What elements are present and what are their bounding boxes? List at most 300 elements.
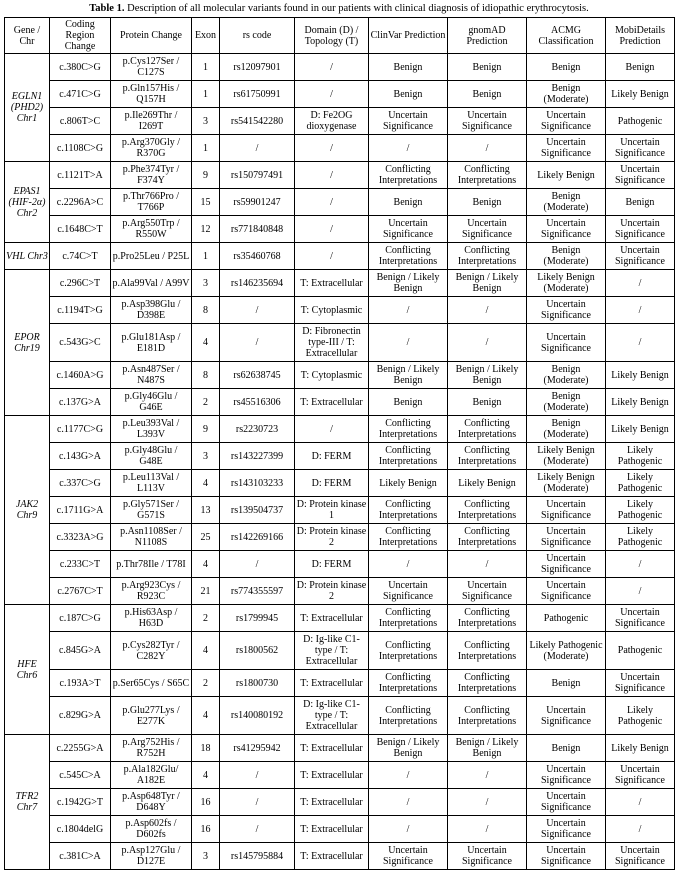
cell-domain-topology: T: Extracellular (295, 816, 369, 843)
table-row (5, 697, 675, 735)
cell-domain-topology: T: Extracellular (295, 789, 369, 816)
cell-mobidetails: / (606, 324, 675, 362)
cell-rs-code: rs2230723 (220, 416, 295, 443)
cell-rs-code: rs145795884 (220, 843, 295, 870)
cell-exon: 16 (192, 816, 220, 843)
cell-protein-change: p.Asp602fs / D602fs (111, 816, 192, 843)
cell-coding-region: c.381C>A (50, 843, 111, 870)
cell-exon: 21 (192, 578, 220, 605)
cell-mobidetails: Uncertain Significance (606, 762, 675, 789)
cell-protein-change: p.Asp127Glu / D127E (111, 843, 192, 870)
cell-coding-region: c.1177C>G (50, 416, 111, 443)
cell-gnomad: / (448, 789, 527, 816)
cell-coding-region: c.1648C>T (50, 216, 111, 243)
cell-rs-code: rs61750991 (220, 81, 295, 108)
cell-domain-topology: / (295, 416, 369, 443)
cell-protein-change: p.Cys127Ser / C127S (111, 54, 192, 81)
cell-exon: 4 (192, 324, 220, 362)
table-row (5, 470, 675, 497)
cell-protein-change: p.Ala99Val / A99V (111, 270, 192, 297)
cell-rs-code: rs41295942 (220, 735, 295, 762)
cell-gnomad: Uncertain Significance (448, 843, 527, 870)
cell-exon: 8 (192, 362, 220, 389)
cell-protein-change: p.Ser65Cys / S65C (111, 670, 192, 697)
cell-mobidetails: Likely Pathogenic (606, 697, 675, 735)
table-row (5, 270, 675, 297)
cell-domain-topology: T: Cytoplasmic (295, 362, 369, 389)
cell-rs-code: rs146235694 (220, 270, 295, 297)
cell-gnomad: Conflicting Interpretations (448, 162, 527, 189)
cell-exon: 16 (192, 789, 220, 816)
cell-protein-change: p.Thr766Pro / T766P (111, 189, 192, 216)
cell-acmg: Benign (Moderate) (527, 189, 606, 216)
table-row (5, 762, 675, 789)
header-row (5, 18, 675, 54)
table-row (5, 670, 675, 697)
header-gene: Gene / Chr (5, 18, 50, 54)
cell-protein-change: p.Asn487Ser / N487S (111, 362, 192, 389)
cell-exon: 3 (192, 108, 220, 135)
cell-gene-chr: EPOR Chr19 (5, 270, 50, 416)
cell-clinvar: Conflicting Interpretations (369, 524, 448, 551)
table-row (5, 54, 675, 81)
cell-mobidetails: Pathogenic (606, 632, 675, 670)
cell-exon: 12 (192, 216, 220, 243)
variants-table (4, 17, 675, 870)
cell-rs-code: / (220, 816, 295, 843)
cell-rs-code: / (220, 551, 295, 578)
header-acmg: ACMG Classification (527, 18, 606, 54)
table-row (5, 81, 675, 108)
cell-coding-region: c.337C>G (50, 470, 111, 497)
cell-protein-change: p.Asn1108Ser / N1108S (111, 524, 192, 551)
cell-gnomad: / (448, 816, 527, 843)
cell-domain-topology: T: Extracellular (295, 670, 369, 697)
cell-rs-code: rs541542280 (220, 108, 295, 135)
cell-domain-topology: / (295, 162, 369, 189)
cell-clinvar: Benign (369, 189, 448, 216)
cell-gnomad: Uncertain Significance (448, 216, 527, 243)
table-caption (0, 0, 678, 17)
table-row (5, 843, 675, 870)
cell-gnomad: Benign (448, 54, 527, 81)
cell-rs-code: rs143103233 (220, 470, 295, 497)
cell-protein-change: p.Asp398Glu / D398E (111, 297, 192, 324)
cell-rs-code: rs12097901 (220, 54, 295, 81)
cell-acmg: Uncertain Significance (527, 843, 606, 870)
cell-protein-change: p.Thr78Ile / T78I (111, 551, 192, 578)
cell-rs-code: rs150797491 (220, 162, 295, 189)
cell-clinvar: / (369, 324, 448, 362)
cell-clinvar: / (369, 762, 448, 789)
table-row (5, 497, 675, 524)
cell-exon: 25 (192, 524, 220, 551)
cell-clinvar: Conflicting Interpretations (369, 443, 448, 470)
table-row (5, 135, 675, 162)
cell-domain-topology: D: Ig-like C1-type / T: Extracellular (295, 632, 369, 670)
cell-coding-region: c.1108C>G (50, 135, 111, 162)
cell-protein-change: p.Cys282Tyr / C282Y (111, 632, 192, 670)
table-caption-text: Description of all molecular variants found in our patients with clinical diagnosis of idiopathic erythrocytosis. (124, 3, 589, 14)
cell-acmg: Uncertain Significance (527, 524, 606, 551)
cell-coding-region: c.137G>A (50, 389, 111, 416)
cell-mobidetails: Uncertain Significance (606, 670, 675, 697)
cell-gene-chr: VHL Chr3 (5, 243, 50, 270)
cell-clinvar: Conflicting Interpretations (369, 605, 448, 632)
cell-clinvar: Uncertain Significance (369, 843, 448, 870)
table-row (5, 605, 675, 632)
cell-mobidetails: Likely Pathogenic (606, 524, 675, 551)
cell-mobidetails: Uncertain Significance (606, 843, 675, 870)
cell-acmg: Likely Benign (Moderate) (527, 470, 606, 497)
cell-rs-code: rs142269166 (220, 524, 295, 551)
cell-coding-region: c.545C>A (50, 762, 111, 789)
cell-rs-code: rs45516306 (220, 389, 295, 416)
cell-clinvar: Benign / Likely Benign (369, 735, 448, 762)
cell-protein-change: p.His63Asp / H63D (111, 605, 192, 632)
cell-coding-region: c.1121T>A (50, 162, 111, 189)
cell-acmg: Uncertain Significance (527, 216, 606, 243)
cell-gnomad: Benign (448, 189, 527, 216)
cell-clinvar: Conflicting Interpretations (369, 697, 448, 735)
cell-clinvar: Benign (369, 81, 448, 108)
cell-domain-topology: T: Extracellular (295, 843, 369, 870)
cell-mobidetails: Pathogenic (606, 108, 675, 135)
cell-exon: 4 (192, 470, 220, 497)
cell-coding-region: c.3323A>G (50, 524, 111, 551)
cell-domain-topology: / (295, 54, 369, 81)
cell-clinvar: Benign (369, 54, 448, 81)
cell-protein-change: p.Arg752His / R752H (111, 735, 192, 762)
cell-gnomad: / (448, 551, 527, 578)
cell-protein-change: p.Leu393Val / L393V (111, 416, 192, 443)
cell-mobidetails: / (606, 816, 675, 843)
cell-domain-topology: D: FERM (295, 551, 369, 578)
cell-acmg: Likely Benign (Moderate) (527, 443, 606, 470)
table-row (5, 243, 675, 270)
cell-acmg: Benign (527, 670, 606, 697)
table-body (5, 54, 675, 870)
cell-coding-region: c.543G>C (50, 324, 111, 362)
cell-domain-topology: D: Protein kinase 1 (295, 497, 369, 524)
cell-mobidetails: / (606, 270, 675, 297)
cell-domain-topology: D: FERM (295, 443, 369, 470)
cell-clinvar: / (369, 551, 448, 578)
cell-rs-code: rs35460768 (220, 243, 295, 270)
cell-rs-code: / (220, 324, 295, 362)
cell-acmg: Uncertain Significance (527, 108, 606, 135)
table-row (5, 551, 675, 578)
cell-clinvar: Uncertain Significance (369, 108, 448, 135)
cell-protein-change: p.Gly571Ser / G571S (111, 497, 192, 524)
cell-acmg: Uncertain Significance (527, 762, 606, 789)
cell-clinvar: Benign / Likely Benign (369, 362, 448, 389)
header-gnomad: gnomAD Prediction (448, 18, 527, 54)
cell-acmg: Benign (Moderate) (527, 362, 606, 389)
cell-acmg: Likely Benign (527, 162, 606, 189)
cell-gnomad: Conflicting Interpretations (448, 632, 527, 670)
cell-acmg: Uncertain Significance (527, 551, 606, 578)
cell-clinvar: / (369, 297, 448, 324)
header-coding-region: Coding Region Change (50, 18, 111, 54)
cell-acmg: Uncertain Significance (527, 816, 606, 843)
cell-gnomad: / (448, 762, 527, 789)
cell-coding-region: c.1711G>A (50, 497, 111, 524)
cell-domain-topology: / (295, 135, 369, 162)
cell-domain-topology: / (295, 216, 369, 243)
cell-mobidetails: / (606, 789, 675, 816)
cell-rs-code: rs143227399 (220, 443, 295, 470)
cell-domain-topology: T: Extracellular (295, 762, 369, 789)
table-row (5, 416, 675, 443)
table-row (5, 297, 675, 324)
cell-exon: 2 (192, 389, 220, 416)
cell-protein-change: p.Pro25Leu / P25L (111, 243, 192, 270)
cell-protein-change: p.Arg370Gly / R370G (111, 135, 192, 162)
cell-coding-region: c.2767C>T (50, 578, 111, 605)
cell-domain-topology: T: Extracellular (295, 735, 369, 762)
cell-domain-topology: T: Extracellular (295, 605, 369, 632)
cell-gnomad: Conflicting Interpretations (448, 497, 527, 524)
cell-acmg: Benign (Moderate) (527, 416, 606, 443)
header-protein-change: Protein Change (111, 18, 192, 54)
table-row (5, 389, 675, 416)
cell-coding-region: c.187C>G (50, 605, 111, 632)
cell-acmg: Benign (527, 54, 606, 81)
cell-mobidetails: Uncertain Significance (606, 605, 675, 632)
cell-gnomad: Benign (448, 389, 527, 416)
cell-protein-change: p.Asp648Tyr / D648Y (111, 789, 192, 816)
cell-clinvar: Conflicting Interpretations (369, 497, 448, 524)
cell-mobidetails: Uncertain Significance (606, 216, 675, 243)
cell-domain-topology: D: Protein kinase 2 (295, 578, 369, 605)
cell-domain-topology: D: FERM (295, 470, 369, 497)
cell-gnomad: Conflicting Interpretations (448, 605, 527, 632)
cell-gene-chr: EGLN1 (PHD2) Chr1 (5, 54, 50, 162)
header-mobidetails: MobiDetails Prediction (606, 18, 675, 54)
cell-gnomad: Benign / Likely Benign (448, 362, 527, 389)
cell-domain-topology: / (295, 81, 369, 108)
cell-clinvar: / (369, 816, 448, 843)
cell-clinvar: Benign / Likely Benign (369, 270, 448, 297)
cell-rs-code: rs62638745 (220, 362, 295, 389)
cell-clinvar: Conflicting Interpretations (369, 243, 448, 270)
cell-rs-code: rs774355597 (220, 578, 295, 605)
cell-acmg: Likely Pathogenic (Moderate) (527, 632, 606, 670)
cell-exon: 1 (192, 243, 220, 270)
table-row (5, 632, 675, 670)
cell-gnomad: / (448, 135, 527, 162)
cell-coding-region: c.829G>A (50, 697, 111, 735)
cell-gnomad: Conflicting Interpretations (448, 416, 527, 443)
cell-mobidetails: Benign (606, 54, 675, 81)
cell-coding-region: c.233C>T (50, 551, 111, 578)
cell-acmg: Uncertain Significance (527, 324, 606, 362)
cell-gene-chr: JAK2 Chr9 (5, 416, 50, 605)
cell-clinvar: Conflicting Interpretations (369, 416, 448, 443)
cell-rs-code: rs59901247 (220, 189, 295, 216)
cell-clinvar: Conflicting Interpretations (369, 632, 448, 670)
cell-acmg: Pathogenic (527, 605, 606, 632)
table-row (5, 108, 675, 135)
cell-rs-code: / (220, 789, 295, 816)
cell-exon: 3 (192, 843, 220, 870)
cell-protein-change: p.Ile269Thr / I269T (111, 108, 192, 135)
cell-coding-region: c.296C>T (50, 270, 111, 297)
cell-protein-change: p.Leu113Val / L113V (111, 470, 192, 497)
cell-rs-code: rs1799945 (220, 605, 295, 632)
table-row (5, 324, 675, 362)
cell-mobidetails: Uncertain Significance (606, 243, 675, 270)
cell-exon: 4 (192, 697, 220, 735)
cell-coding-region: c.1804delG (50, 816, 111, 843)
cell-coding-region: c.2255G>A (50, 735, 111, 762)
cell-mobidetails: Likely Benign (606, 416, 675, 443)
cell-gnomad: Uncertain Significance (448, 578, 527, 605)
cell-mobidetails: Uncertain Significance (606, 162, 675, 189)
cell-rs-code: / (220, 762, 295, 789)
table-row (5, 189, 675, 216)
table-row (5, 362, 675, 389)
cell-coding-region: c.471C>G (50, 81, 111, 108)
table-row (5, 162, 675, 189)
cell-domain-topology: D: Fibronectin type-III / T: Extracellular (295, 324, 369, 362)
table-caption-label: Table 1. (89, 3, 125, 14)
cell-mobidetails: / (606, 551, 675, 578)
cell-gnomad: Conflicting Interpretations (448, 443, 527, 470)
cell-gnomad: Conflicting Interpretations (448, 243, 527, 270)
cell-gene-chr: EPAS1 (HIF-2α) Chr2 (5, 162, 50, 243)
cell-rs-code: rs1800730 (220, 670, 295, 697)
cell-gnomad: Likely Benign (448, 470, 527, 497)
cell-clinvar: / (369, 135, 448, 162)
cell-rs-code: rs771840848 (220, 216, 295, 243)
cell-exon: 4 (192, 551, 220, 578)
cell-acmg: Benign (Moderate) (527, 389, 606, 416)
cell-mobidetails: / (606, 578, 675, 605)
cell-exon: 18 (192, 735, 220, 762)
cell-clinvar: Benign (369, 389, 448, 416)
cell-protein-change: p.Gln157His / Q157H (111, 81, 192, 108)
cell-domain-topology: D: Fe2OG dioxygenase (295, 108, 369, 135)
cell-mobidetails: Likely Benign (606, 362, 675, 389)
cell-acmg: Uncertain Significance (527, 578, 606, 605)
cell-clinvar: Likely Benign (369, 470, 448, 497)
cell-exon: 13 (192, 497, 220, 524)
cell-domain-topology: / (295, 243, 369, 270)
cell-gnomad: Benign (448, 81, 527, 108)
cell-coding-region: c.74C>T (50, 243, 111, 270)
cell-mobidetails: / (606, 297, 675, 324)
cell-clinvar: Uncertain Significance (369, 578, 448, 605)
cell-acmg: Uncertain Significance (527, 789, 606, 816)
cell-clinvar: Uncertain Significance (369, 216, 448, 243)
cell-protein-change: p.Gly46Glu / G46E (111, 389, 192, 416)
cell-exon: 1 (192, 135, 220, 162)
cell-coding-region: c.193A>T (50, 670, 111, 697)
cell-exon: 2 (192, 670, 220, 697)
cell-gnomad: Uncertain Significance (448, 108, 527, 135)
cell-exon: 3 (192, 270, 220, 297)
cell-exon: 3 (192, 443, 220, 470)
cell-domain-topology: D: Ig-like C1-type / T: Extracellular (295, 697, 369, 735)
cell-mobidetails: Likely Benign (606, 81, 675, 108)
cell-protein-change: p.Glu181Asp / E181D (111, 324, 192, 362)
cell-clinvar: / (369, 789, 448, 816)
cell-gnomad: Benign / Likely Benign (448, 735, 527, 762)
cell-acmg: Benign (Moderate) (527, 81, 606, 108)
cell-rs-code: rs1800562 (220, 632, 295, 670)
cell-protein-change: p.Arg550Trp / R550W (111, 216, 192, 243)
header-exon: Exon (192, 18, 220, 54)
cell-gnomad: Benign / Likely Benign (448, 270, 527, 297)
cell-exon: 15 (192, 189, 220, 216)
cell-exon: 9 (192, 416, 220, 443)
cell-mobidetails: Likely Pathogenic (606, 497, 675, 524)
cell-domain-topology: / (295, 189, 369, 216)
cell-protein-change: p.Gly48Glu / G48E (111, 443, 192, 470)
cell-acmg: Uncertain Significance (527, 697, 606, 735)
cell-coding-region: c.2296A>C (50, 189, 111, 216)
header-clinvar: ClinVar Prediction (369, 18, 448, 54)
cell-domain-topology: T: Cytoplasmic (295, 297, 369, 324)
cell-rs-code: rs139504737 (220, 497, 295, 524)
cell-gnomad: / (448, 297, 527, 324)
cell-coding-region: c.806T>C (50, 108, 111, 135)
table-row (5, 443, 675, 470)
cell-coding-region: c.380C>G (50, 54, 111, 81)
cell-exon: 1 (192, 81, 220, 108)
cell-clinvar: Conflicting Interpretations (369, 670, 448, 697)
cell-exon: 1 (192, 54, 220, 81)
cell-mobidetails: Uncertain Significance (606, 135, 675, 162)
table-row (5, 524, 675, 551)
cell-clinvar: Conflicting Interpretations (369, 162, 448, 189)
cell-protein-change: p.Arg923Cys / R923C (111, 578, 192, 605)
header-domain-topology: Domain (D) / Topology (T) (295, 18, 369, 54)
table-row (5, 216, 675, 243)
cell-mobidetails: Likely Benign (606, 735, 675, 762)
cell-gnomad: / (448, 324, 527, 362)
cell-coding-region: c.143G>A (50, 443, 111, 470)
cell-acmg: Benign (Moderate) (527, 243, 606, 270)
cell-exon: 9 (192, 162, 220, 189)
cell-rs-code: / (220, 297, 295, 324)
table-row (5, 735, 675, 762)
cell-gnomad: Conflicting Interpretations (448, 670, 527, 697)
cell-gnomad: Conflicting Interpretations (448, 697, 527, 735)
cell-domain-topology: T: Extracellular (295, 389, 369, 416)
cell-coding-region: c.1460A>G (50, 362, 111, 389)
cell-gene-chr: HFE Chr6 (5, 605, 50, 735)
cell-coding-region: c.1942G>T (50, 789, 111, 816)
cell-mobidetails: Likely Pathogenic (606, 470, 675, 497)
cell-domain-topology: T: Extracellular (295, 270, 369, 297)
cell-acmg: Likely Benign (Moderate) (527, 270, 606, 297)
cell-gnomad: Conflicting Interpretations (448, 524, 527, 551)
cell-mobidetails: Benign (606, 189, 675, 216)
cell-exon: 4 (192, 632, 220, 670)
cell-mobidetails: Likely Pathogenic (606, 443, 675, 470)
cell-acmg: Uncertain Significance (527, 297, 606, 324)
header-rs-code: rs code (220, 18, 295, 54)
cell-protein-change: p.Ala182Glu/ A182E (111, 762, 192, 789)
cell-gene-chr: TFR2 Chr7 (5, 735, 50, 870)
cell-coding-region: c.845G>A (50, 632, 111, 670)
cell-coding-region: c.1194T>G (50, 297, 111, 324)
cell-protein-change: p.Glu277Lys / E277K (111, 697, 192, 735)
cell-exon: 4 (192, 762, 220, 789)
